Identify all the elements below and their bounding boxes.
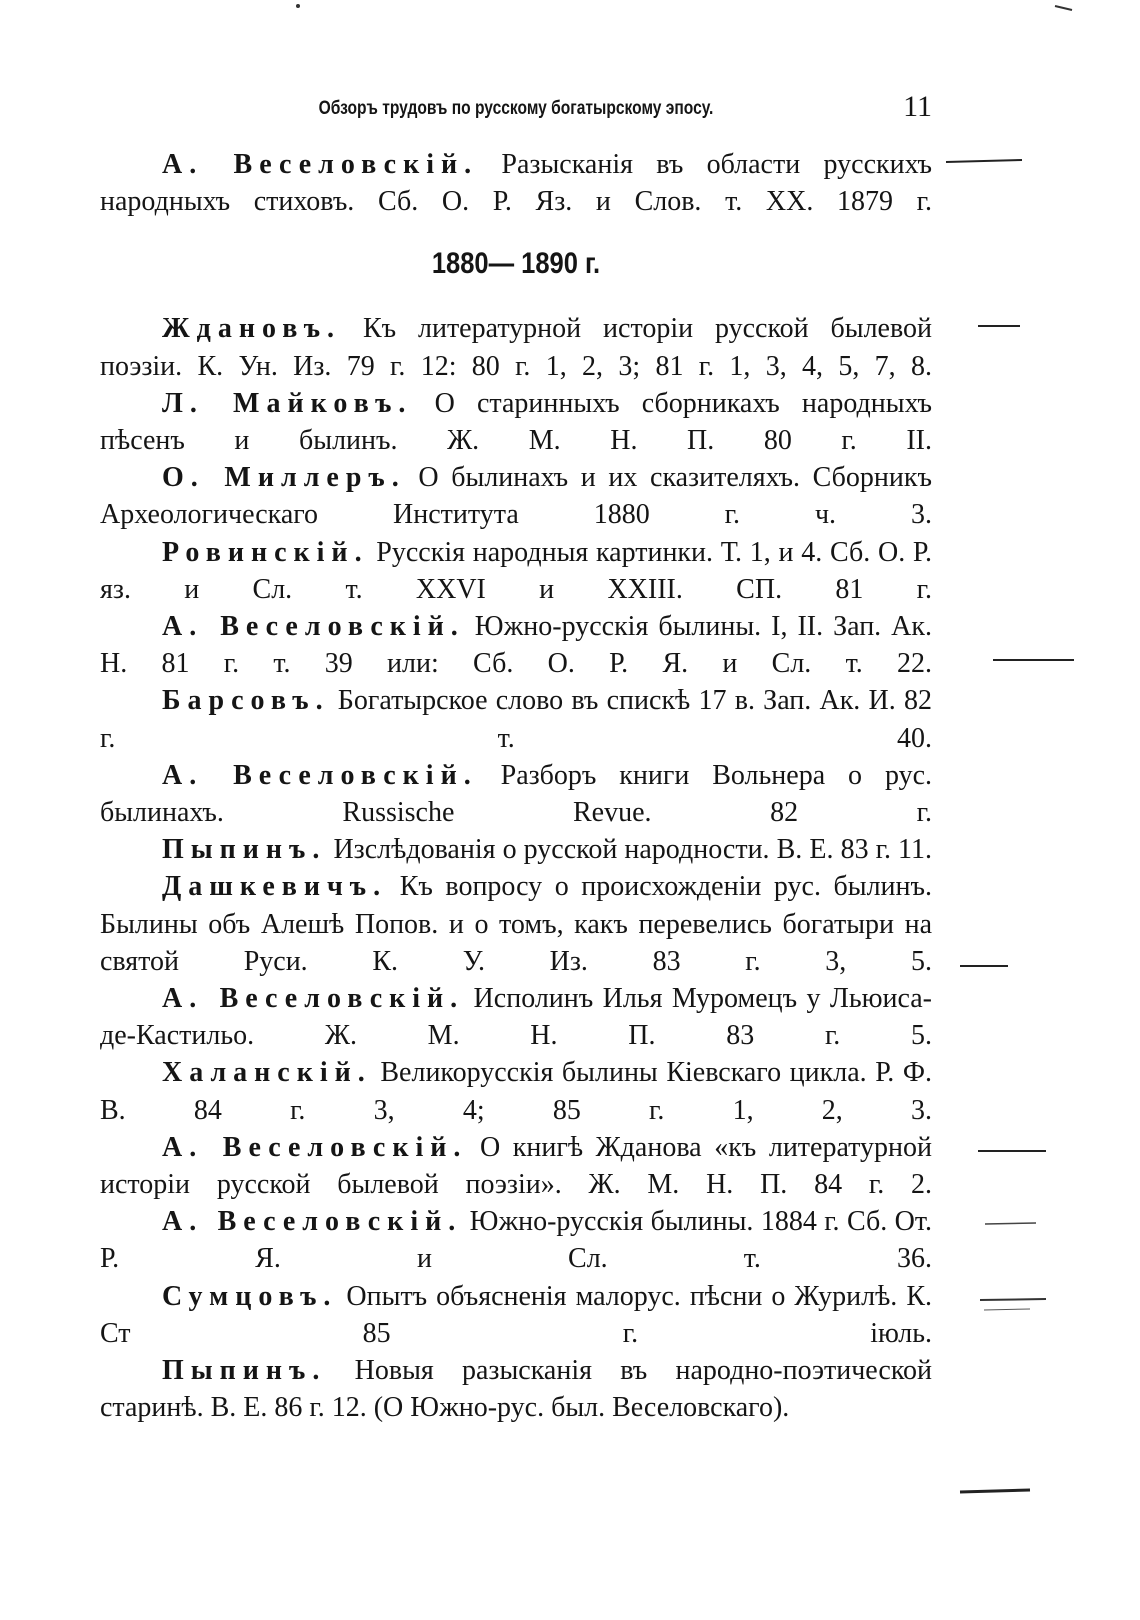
bibliography-entry [100, 1129, 932, 1203]
running-title: Обзоръ трудовъ по русскому богатырскому эпосу. [318, 98, 714, 119]
entry-author: Ждановъ. [162, 313, 342, 345]
section-heading [100, 244, 932, 284]
margin-dot [296, 4, 300, 8]
entry-text: О старинныхъ сборникахъ народныхъ пѣсенъ и былинъ. Ж. М. Н. П. 80 г. II. [100, 387, 932, 457]
entry-text: Изслѣдованія о русской народности. В. Е. 83 г. 11. [326, 834, 932, 866]
entry-author: А. Веселовскій. [162, 1131, 468, 1163]
bibliography-entry [100, 682, 932, 756]
entry-text: Новыя разысканія въ народно-поэтической старинѣ. В. Е. 86 г. 12. (О Южно-рус. был. Веселовскаго). [100, 1355, 932, 1424]
entry-text: Великорусскія былины Кіевскаго цикла. Р. Ф. В. 84 г. 3, 4; 85 г. 1, 2, 3. [100, 1057, 932, 1126]
margin-rule [980, 1299, 1046, 1300]
entry-author: Л. Майковъ. [162, 387, 413, 419]
page-number: 11 [903, 90, 932, 123]
bibliography-entry [100, 608, 932, 682]
margin-rule [960, 1490, 1030, 1492]
entry-text: Русскія народныя картинки. Т. 1, и 4. Сб. О. Р. яз. и Сл. т. XXVI и XXIII. СП. 81 г. [100, 536, 932, 605]
bibliography-entry [100, 1278, 932, 1352]
entry-author: Пыпинъ. [162, 1355, 327, 1387]
entry-author: А. Веселовскій. [162, 149, 479, 180]
bibliography-entry [100, 757, 932, 831]
section-heading-text: 1880— 1890 г. [431, 247, 601, 281]
entry-author: А. Веселовскій. [162, 611, 465, 643]
running-head [100, 90, 932, 130]
bibliography-list [100, 310, 932, 1426]
entry-text: О былинахъ и их сказителяхъ. Сборникъ Археологическаго Института 1880 г. ч. 3. [100, 462, 932, 531]
entry-author: А. Веселовскій. [162, 1206, 463, 1238]
entry-text: Разысканія въ области русскихъ народныхъ стиховъ. Сб. О. Р. Яз. и Слов. т. XX. 1879 г. [100, 149, 932, 218]
margin-rule [1055, 6, 1072, 10]
bibliography-entry [100, 868, 932, 980]
entry-text: О книгѣ Жданова «къ литературной исторіи русской былевой поэзіи». Ж. М. Н. П. 84 г. 2. [100, 1131, 933, 1201]
entry-author: А. Веселовскій. [162, 759, 478, 791]
entry-author: Пыпинъ. [162, 834, 327, 866]
bibliography-entry [100, 1352, 932, 1426]
bibliography-entry [100, 1054, 932, 1128]
entry-author: Ровинскій. [162, 536, 369, 568]
entry-text: Южно-русскія былины. I, II. Зап. Ак. Н. 81 г. т. 39 или: Сб. О. Р. Я. и Сл. т. 22. [100, 611, 933, 680]
bibliography-body [100, 146, 932, 1427]
entry-text: Богатырское слово въ спискѣ 17 в. Зап. Ак. И. 82 г. т. 40. [100, 685, 932, 754]
entry-text: Къ вопросу о происхожденіи рус. былинъ. Былины объ Алешѣ Попов. и о томъ, какъ перевелись богатыри на святой Руси. К. У. Из. 83 г. 3, 5. [100, 871, 932, 977]
entry-author: Халанскій. [162, 1057, 372, 1089]
bibliography-entry [100, 459, 932, 533]
entry-author: Сумцовъ. [162, 1280, 338, 1312]
bibliography-entry [100, 831, 932, 868]
margin-rule [946, 160, 1022, 162]
bibliography-entry [100, 385, 932, 459]
entry-author: А. Веселовскій. [162, 983, 465, 1015]
entry-author: Барсовъ. [162, 685, 330, 717]
bibliography-entry [100, 146, 932, 220]
bibliography-entry [100, 980, 932, 1054]
entry-text: Южно-русскія былины. 1884 г. Сб. От. Р. Я. и Сл. т. 36. [100, 1206, 933, 1275]
bibliography-entry [100, 534, 932, 608]
entry-author: О. Миллеръ. [162, 462, 406, 494]
entry-text: Разборъ книги Вольнера о рус. былинахъ. Russische Revue. 82 г. [100, 759, 932, 829]
bibliography-entry [100, 1203, 932, 1277]
entry-text: Къ литературной исторіи русской былевой поэзіи. К. Ун. Из. 79 г. 12: 80 г. 1, 2, 3; 81 г. 1, 3, 4, 5, 7, 8. [100, 313, 932, 382]
entry-text: Опытъ объясненія малорус. пѣсни о Журилѣ. К. Ст 85 г. іюль. [100, 1280, 932, 1349]
margin-rule [984, 1309, 1030, 1310]
margin-rule [985, 1223, 1036, 1224]
bibliography-entry [100, 310, 932, 384]
entry-author: Дашкевичъ. [162, 871, 388, 903]
entry-text: Исполинъ Илья Муромецъ у Льюиса-де-Кастильо. Ж. М. Н. П. 83 г. 5. [100, 983, 933, 1052]
